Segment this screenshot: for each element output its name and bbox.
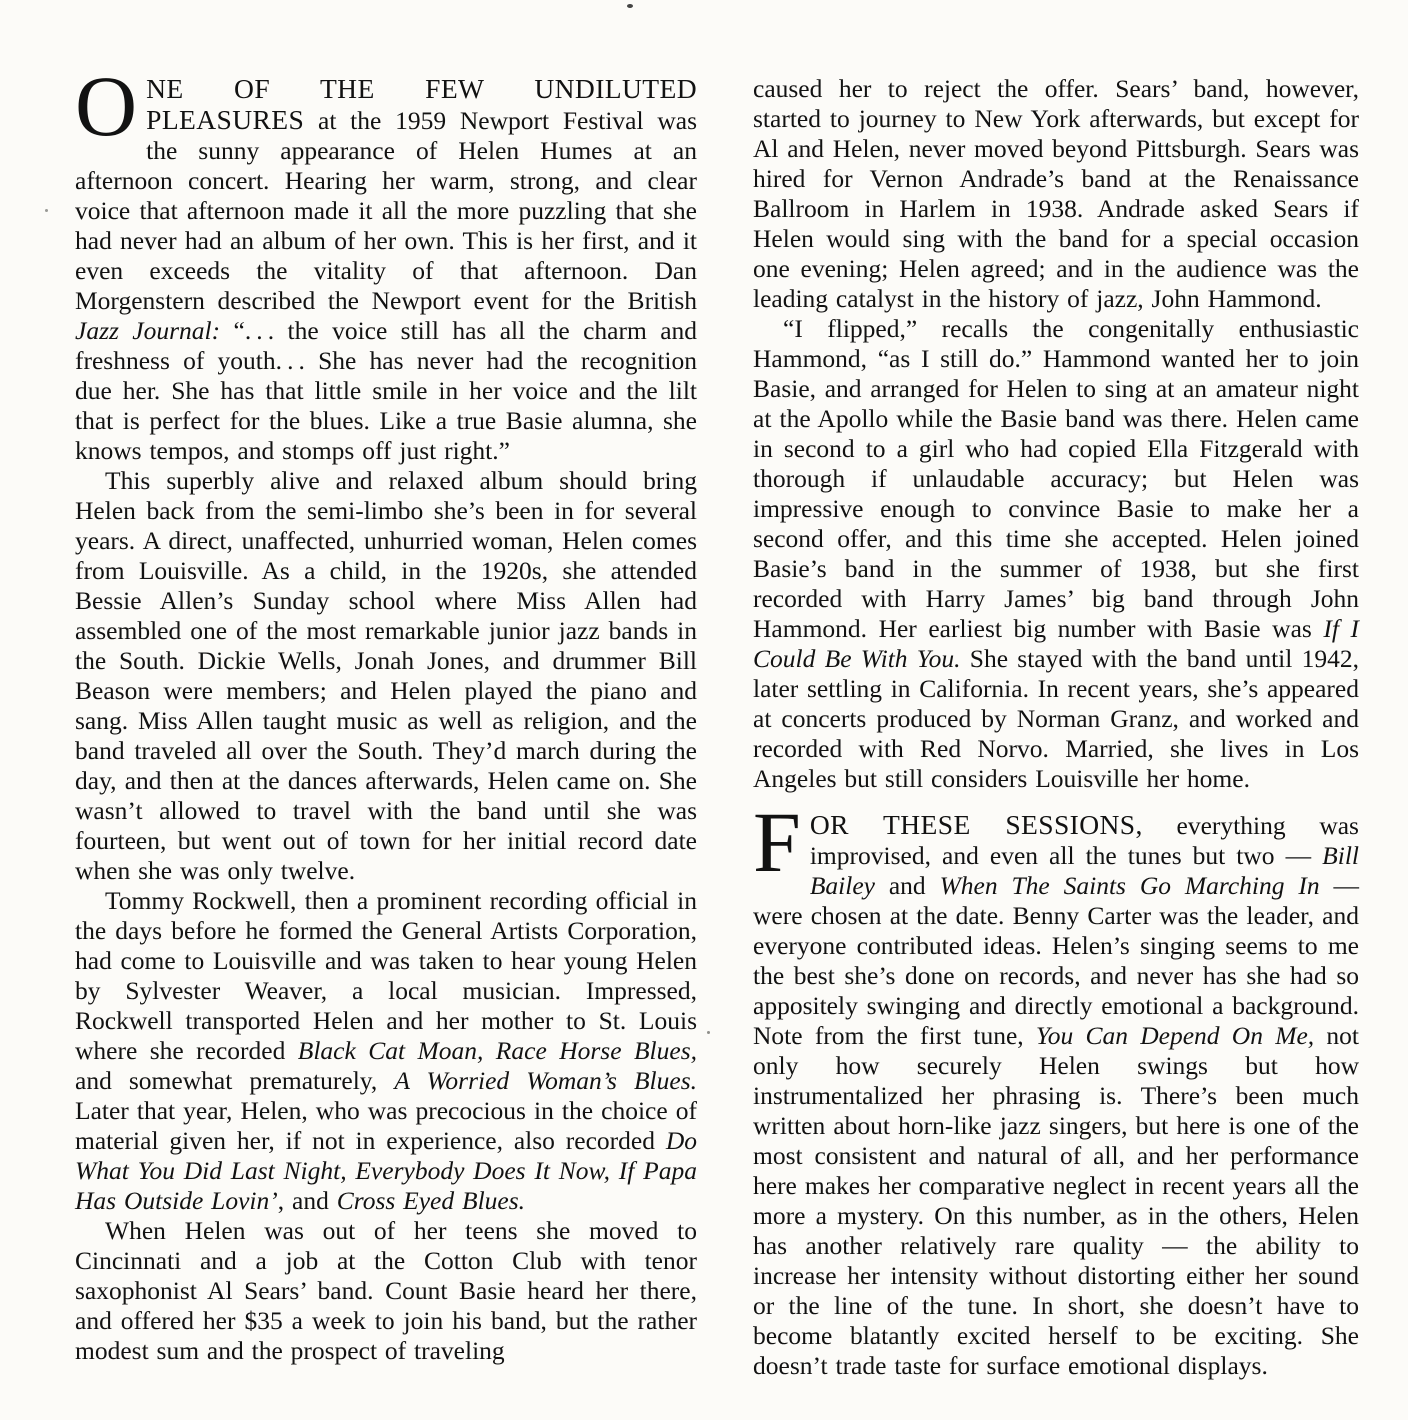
text-segment-italic: When The Saints Go Marching In	[939, 871, 1320, 900]
paragraph-cotton-club	[75, 1216, 697, 1366]
text-segment-italic: A Worried Woman’s Blues.	[394, 1066, 697, 1095]
text-segment-normal: , and	[277, 1186, 337, 1215]
paragraph-hammond-basie	[753, 314, 1359, 794]
text-segment-normal: — were chosen at the date. Benny Carter was the leader, and everyone contributed ideas. Helen’s singing seems to me the best she’s done on records, and never has she had so appositely swinging and directly emotional a background. Note from the first tune,	[753, 871, 1359, 1050]
text-segment-normal: Later that year, Helen, who was precocious in the choice of material given her, if not in experience, also recorded	[75, 1096, 697, 1155]
text-segment-caps: OR THESE SESSIONS,	[809, 809, 1143, 840]
text-segment-normal: caused her to reject the offer. Sears’ band, however, started to journey to New York afterwards, but except for Al and Helen, never moved beyond Pittsburgh. Sears was hired for Vernon Andrade’s band at the Renaissance Ballroom in Harlem in 1938. Andrade asked Sears if Helen would sing with the band for a special occasion one evening; Helen agreed; and in the audience was the leading catalyst in the history of jazz, John Hammond.	[753, 74, 1359, 313]
two-column-text-block	[75, 58, 1359, 1381]
text-segment-normal: When Helen was out of her teens she moved to Cincinnati and a job at the Cotton Club with tenor saxophonist Al Sears’ band. Count Basie heard her there, and offered her $35 a week to join his band, but the rather modest sum and the prospect of traveling	[75, 1216, 697, 1365]
text-segment-italic: If I Could Be With You.	[753, 614, 1359, 673]
text-segment-normal: at the 1959 Newport Festival was the sunny appearance of Helen Humes at an afternoon concert. Hearing her warm, strong, and clear voice that afternoon made it all the more puzzling that she had never had an album of her own. This is her first, and it even exceeds the vitality of that afternoon. Dan Morgenstern described the Newport event for the British	[75, 106, 697, 315]
text-segment-italic: Black Cat Moan, Race Horse Blues,	[297, 1036, 697, 1065]
text-segment-normal: Tommy Rockwell, then a prominent recording official in the days before he formed the General Artists Corporation, had come to Louisville and was taken to hear young Helen by Sylvester Weaver, a local musician. Impressed, Rockwell transported Helen and her mother to St. Louis where she recorded	[75, 886, 697, 1065]
text-segment-normal: “I flipped,” recalls the congenitally enthusiastic Hammond, “as I still do.” Hammond wanted her to join Basie, and arranged for Helen to sing at an amateur night at the Apollo while the Basie band was there. Helen came in second to a girl who had copied Ella Fitzgerald with thorough if unlaudable accuracy; but Helen was impressive enough to convince Basie to make her a second offer, and this time she accepted. Helen joined Basie’s band in the summer of 1938, but she first recorded with Harry James’ big band through John Hammond. Her earliest big number with Basie was	[753, 314, 1359, 643]
paragraph-sears-band-continuation	[753, 74, 1359, 314]
scan-speck	[45, 209, 48, 212]
paragraph-louisville-childhood	[75, 466, 697, 886]
paragraph-rockwell-recordings	[75, 886, 697, 1216]
paragraph-newport-intro	[75, 58, 698, 466]
text-segment-normal: everything was improvised, and even all the tunes but two —	[809, 811, 1359, 870]
text-segment-normal: “. . . the voice still has all the charm and freshness of youth. . . She has never had the recognition due her. She has that little smile in her voice and the lilt that is perfect for the blues. Like a true Basie alumna, she knows tempos, and stomps off just right.”	[75, 316, 698, 465]
text-segment-caps: NE OF THE FEW UNDILUTED PLEASURES	[146, 73, 697, 135]
text-segment-italic: Jazz Journal:	[75, 316, 221, 345]
text-segment-italic: Cross Eyed Blues.	[336, 1186, 526, 1215]
text-segment-italic: Do What You Did Last Night, Everybody Does It Now, If Papa Has Outside Lovin’	[75, 1126, 697, 1215]
left-column	[75, 58, 698, 1381]
drop-cap-letter: F	[753, 794, 801, 890]
right-column	[753, 74, 1359, 1381]
text-segment-normal: and	[874, 871, 940, 900]
drop-cap-letter: O	[75, 58, 138, 154]
text-segment-italic: Bill Bailey	[809, 841, 1359, 900]
text-segment-normal: This superbly alive and relaxed album should bring Helen back from the semi-limbo she’s been in for several years. A direct, unaffected, unhurried woman, Helen comes from Louisville. As a child, in the 1920s, she attended Bessie Allen’s Sunday school where Miss Allen had assembled one of the most remarkable junior jazz bands in the South. Dickie Wells, Jonah Jones, and drummer Bill Beason were members; and Helen played the piano and sang. Miss Allen taught music as well as religion, and the band traveled all over the South. They’d march during the day, and then at the dances afterwards, Helen came on. She wasn’t allowed to travel with the band until she was fourteen, but went out of town for her initial record date when she was only twelve.	[75, 466, 697, 885]
paragraph-these-sessions	[753, 794, 1359, 1381]
text-segment-italic: You Can Depend On Me,	[1035, 1021, 1315, 1050]
text-segment-normal: She stayed with the band until 1942, later settling in California. In recent years, she’s appeared at concerts produced by Norman Granz, and worked and recorded with Red Norvo. Married, she lives in Los Angeles but still considers Louisville her home.	[753, 644, 1359, 793]
scan-speck	[627, 4, 633, 8]
text-segment-normal: not only how securely Helen swings but how instrumentalized her phrasing is. There’s been much written about horn-like jazz singers, but here is one of the most consistent and natural of all, and her performance here makes her comparative neglect in recent years all the more a mystery. On this number, as in the others, Helen has another relatively rare quality — the ability to increase her intensity without distorting either her sound or the line of the tune. In short, she doesn’t have to become blatantly excited herself to be exciting. She doesn’t trade taste for surface emotional displays.	[753, 1021, 1359, 1380]
text-segment-normal: and somewhat prematurely,	[75, 1066, 395, 1095]
